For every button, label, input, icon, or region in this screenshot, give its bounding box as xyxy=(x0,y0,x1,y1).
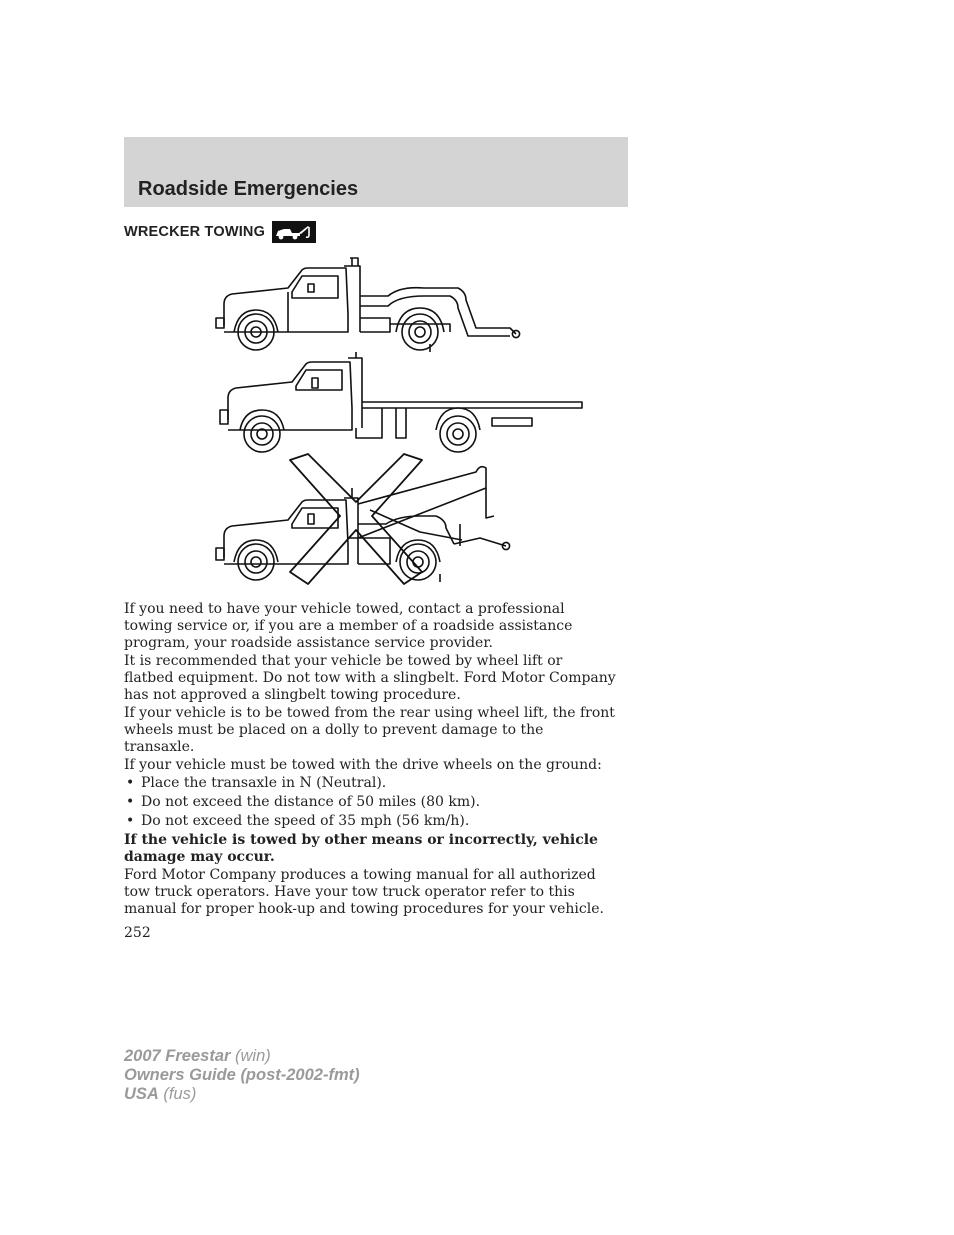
paragraph-rear-tow: If your vehicle is to be towed from the rear using wheel lift, the front wheels must be placed on a dolly to prevent damage to the transaxle. xyxy=(124,705,615,755)
list-item: • Place the transaxle in N (Neutral). xyxy=(126,775,387,791)
section-header-band xyxy=(124,137,628,207)
footer-line-market: USA (fus) xyxy=(124,1085,197,1103)
flatbed-truck-drawing xyxy=(220,352,582,452)
paragraph-contact-towing: If you need to have your vehicle towed, contact a professional towing service or, if you are a member of a roadside assistance program, your roadside assistance service provider. xyxy=(124,601,573,651)
warning-text: If the vehicle is towed by other means or incorrectly, vehicle damage may occur. xyxy=(124,832,598,865)
section-heading xyxy=(124,221,316,243)
paragraph-recommended-method: It is recommended that your vehicle be towed by wheel lift or flatbed equipment. Do not tow with a slingbelt. Ford Motor Company has not approved a slingbelt towing procedure. xyxy=(124,653,616,703)
paragraph-drive-wheels: If your vehicle must be towed with the drive wheels on the ground: xyxy=(124,757,602,773)
section-heading-text: WRECKER TOWING xyxy=(124,224,266,240)
document-footer xyxy=(124,1047,360,1104)
footer-line-model: 2007 Freestar (win) xyxy=(124,1047,271,1065)
slingbelt-truck-drawing xyxy=(216,467,510,582)
footer-line-guide: Owners Guide (post-2002-fmt) xyxy=(124,1066,360,1084)
wheel-lift-truck-drawing xyxy=(216,258,520,352)
paragraph-towing-manual: Ford Motor Company produces a towing manual for all authorized tow truck operators. Have your tow truck operator refer to this manual for proper hook-up and towing procedures for your vehicle. xyxy=(124,867,604,917)
towing-instructions-list xyxy=(124,775,616,830)
towing-methods-illustration xyxy=(210,248,590,593)
list-item: • Do not exceed the distance of 50 miles (80 km). xyxy=(126,794,481,810)
body-text xyxy=(124,601,616,919)
page-number: 252 xyxy=(124,925,151,941)
chapter-title: Roadside Emergencies xyxy=(138,178,359,200)
tow-truck-icon xyxy=(272,221,316,243)
list-item: • Do not exceed the speed of 35 mph (56 km/h). xyxy=(126,813,470,829)
